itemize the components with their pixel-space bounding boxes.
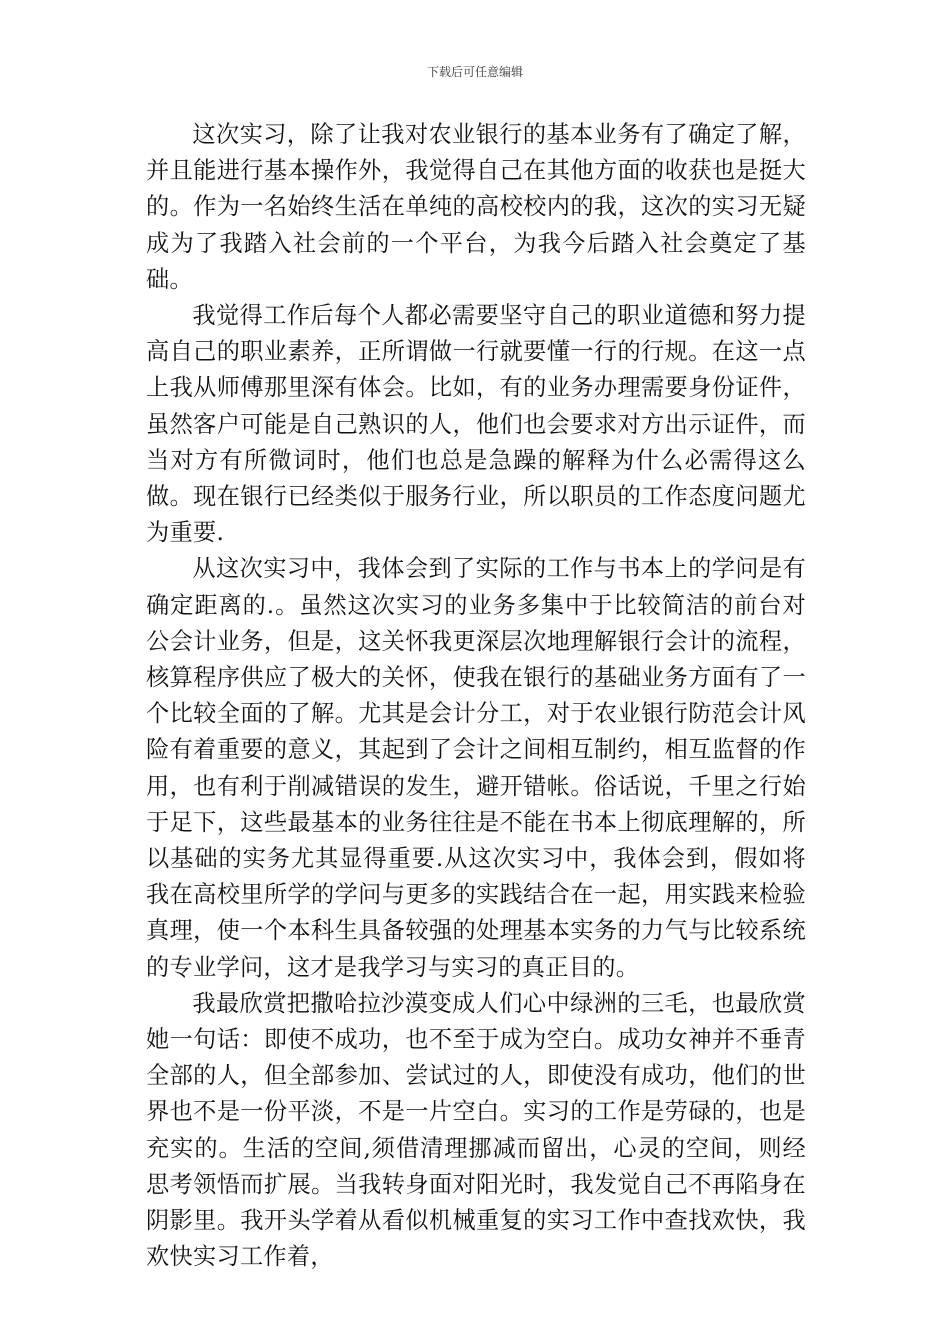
- document-body: [146, 117, 806, 1276]
- paragraph-3: 从这次实习中，我体会到了实际的工作与书本上的学问是有确定距离的.。虽然这次实习的业务多集中于比较简洁的前台对公会计业务，但是，这关怀我更深层次地理解银行会计的流程，核算程序供应了极大的关怀，使我在银行的基础业务方面有了一个比较全面的了解。尤其是会计分工，对于农业银行防范会计风险有着重要的意义，其起到了会计之间相互制约，相互监督的作用，也有利于削减错误的发生，避开错帐。俗话说，千里之行始于足下，这些最基本的业务往往是不能在书本上彻底理解的，所以基础的实务尤其显得重要.从这次实习中，我体会到，假如将我在高校里所学的学问与更多的实践结合在一起，用实践来检验真理，使一个本科生具备较强的处理基本实务的力气与比较系统的专业学问，这才是我学习与实习的真正目的。: [146, 555, 806, 981]
- paragraph-2: 我觉得工作后每个人都必需要坚守自己的职业道德和努力提高自己的职业素养，正所谓做一行就要懂一行的行规。在这一点上我从师傅那里深有体会。比如，有的业务办理需要身份证件，虽然客户可能是自己熟识的人，他们也会要求对方出示证件，而当对方有所微词时，他们也总是急躁的解释为什么必需得这么做。现在银行已经类似于服务行业，所以职员的工作态度问题尤为重要.: [146, 302, 806, 547]
- paragraph-1: 这次实习，除了让我对农业银行的基本业务有了确定了解，并且能进行基本操作外，我觉得自己在其他方面的收获也是挺大的。作为一名始终生活在单纯的高校校内的我，这次的实习无疑成为了我踏入社会前的一个平台，为我今后踏入社会奠定了基础。: [146, 121, 806, 293]
- paragraph-4: 我最欣赏把撒哈拉沙漠变成人们心中绿洲的三毛，也最欣赏她一句话：即使不成功，也不至于成为空白。成功女神并不垂青全部的人，但全部参加、尝试过的人，即使没有成功，他们的世界也不是一份平淡，不是一片空白。实习的工作是劳碌的，也是充实的。生活的空间,须借清理挪减而留出，心灵的空间，则经思考领悟而扩展。当我转身面对阳光时，我发觉自己不再陷身在阴影里。我开头学着从看似机械重复的实习工作中查找欢快，我欢快实习工作着，: [146, 989, 806, 1271]
- page-header: 下载后可任意编辑: [426, 65, 523, 79]
